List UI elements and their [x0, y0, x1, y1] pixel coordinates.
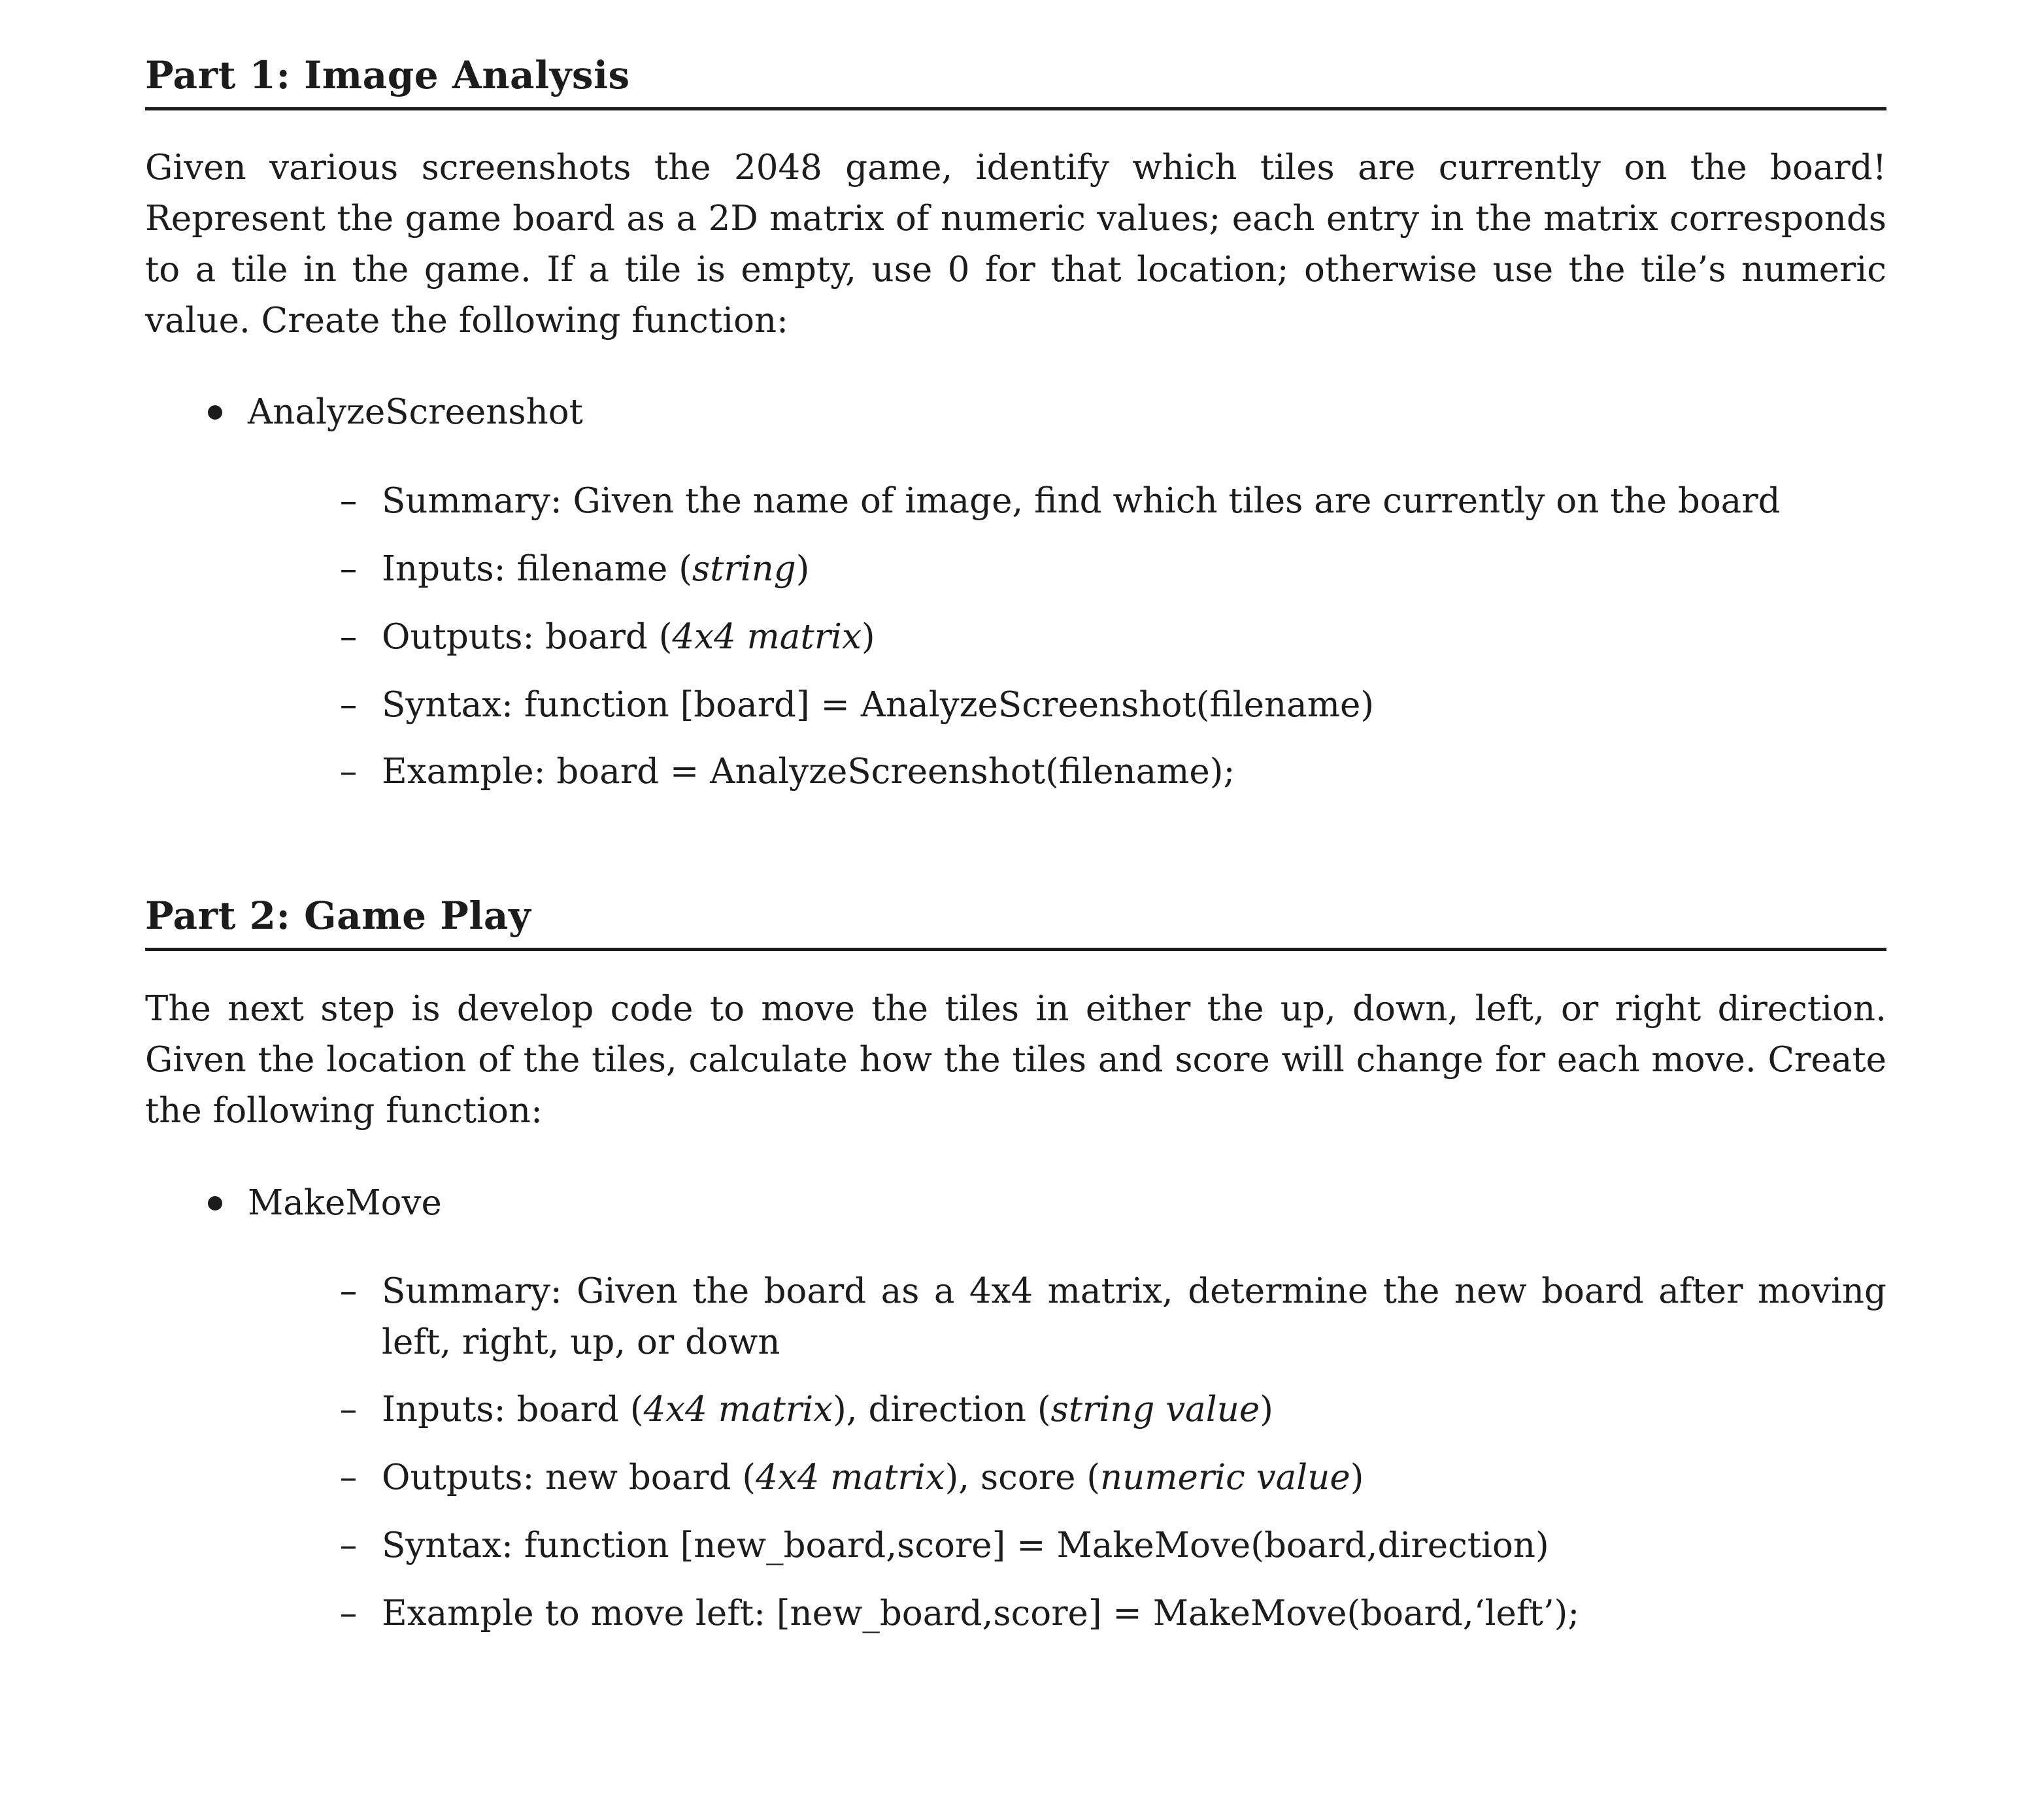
part2-heading: Part 2: Game Play [145, 893, 531, 938]
part2-inputs-type-direction: string value [1050, 1390, 1260, 1429]
part1-outputs-type: 4x4 matrix [672, 617, 862, 657]
part2-function-bullet [145, 1183, 1886, 1225]
dash-icon: – [339, 1271, 358, 1311]
bullet-dot-icon [208, 405, 222, 420]
part1-syntax-item [337, 680, 1886, 731]
part1-function-name: AnalyzeScreenshot [248, 392, 583, 432]
part2-example-text: Example to move left: [new_board,score] = MakeMove(board,‘left’); [382, 1594, 1580, 1633]
part2-inputs-label: Inputs: board ( [382, 1390, 644, 1429]
dash-icon: – [339, 1526, 358, 1565]
dash-icon: – [339, 549, 358, 589]
part2-outputs-type-board: 4x4 matrix [756, 1458, 945, 1497]
part2-syntax-text: Syntax: function [new_board,score] = MakeMove(board,direction) [382, 1526, 1549, 1565]
part2-summary-text: Summary: Given the board as a 4x4 matrix, determine the new board after moving left, right, up, or down [382, 1271, 1886, 1362]
part1-inputs-type: string [692, 549, 796, 589]
part2-inputs-end: ) [1260, 1390, 1273, 1429]
part1-outputs-text [382, 612, 1886, 663]
part2-paragraph: The next step is develop code to move the tiles in either the up, down, left, or right direction. Given the location of the tiles, calculate how the tiles and score will change for each move. Create the following function: [145, 989, 1886, 1131]
part1-function-bullet [145, 392, 1886, 434]
part1-summary-item [337, 476, 1886, 527]
part1-summary-text: Summary: Given the name of image, find which tiles are currently on the board [382, 481, 1781, 521]
part1-paragraph: Given various screenshots the 2048 game, identify which tiles are currently on the board! Represent the game board as a 2D matrix of numeric values; each entry in the matrix corresponds to a tile in the game. If a tile is empty, use 0 for that location; otherwise use the tile’s numeric value. Create the following function: [145, 148, 1886, 341]
part2-inputs-type-board: 4x4 matrix [643, 1390, 833, 1429]
bullet-dot-icon [208, 1196, 222, 1210]
part2-outputs-item [337, 1452, 1886, 1503]
part1-outputs-label: Outputs: board ( [382, 617, 673, 657]
part1-outputs-end: ) [861, 617, 875, 657]
part1-inputs-item [337, 544, 1886, 595]
part2-inputs-mid: ), direction ( [833, 1390, 1051, 1429]
part2-outputs-text [382, 1452, 1886, 1503]
part2-outputs-end: ) [1350, 1458, 1364, 1497]
dash-icon: – [339, 1390, 358, 1429]
dash-icon: – [339, 617, 358, 657]
part2-summary-item [337, 1266, 1886, 1368]
part1-example-text: Example: board = AnalyzeScreenshot(filename); [382, 752, 1235, 792]
dash-icon: – [339, 685, 358, 725]
dash-icon: – [339, 752, 358, 792]
part1-outputs-item [337, 612, 1886, 663]
part2-outputs-type-score: numeric value [1100, 1458, 1350, 1497]
part2-outputs-mid: ), score ( [945, 1458, 1100, 1497]
part1-syntax-text: Syntax: function [board] = AnalyzeScreenshot(filename) [382, 685, 1375, 725]
part1-inputs-label: Inputs: filename ( [382, 549, 692, 589]
part1-inputs-end: ) [796, 549, 810, 589]
dash-icon: – [339, 1594, 358, 1633]
part1-heading-rule [145, 107, 1886, 110]
part2-inputs-text [382, 1384, 1886, 1435]
dash-icon: – [339, 1458, 358, 1497]
part2-syntax-item [337, 1520, 1886, 1571]
part1-heading: Part 1: Image Analysis [145, 53, 630, 97]
dash-icon: – [339, 481, 358, 521]
part1-example-item [337, 746, 1886, 797]
part1-inputs-text [382, 544, 1886, 595]
part2-heading-rule [145, 948, 1886, 951]
part2-example-item [337, 1588, 1886, 1639]
part2-inputs-item [337, 1384, 1886, 1435]
part2-function-name: MakeMove [248, 1183, 442, 1223]
part2-outputs-label: Outputs: new board ( [382, 1458, 756, 1497]
